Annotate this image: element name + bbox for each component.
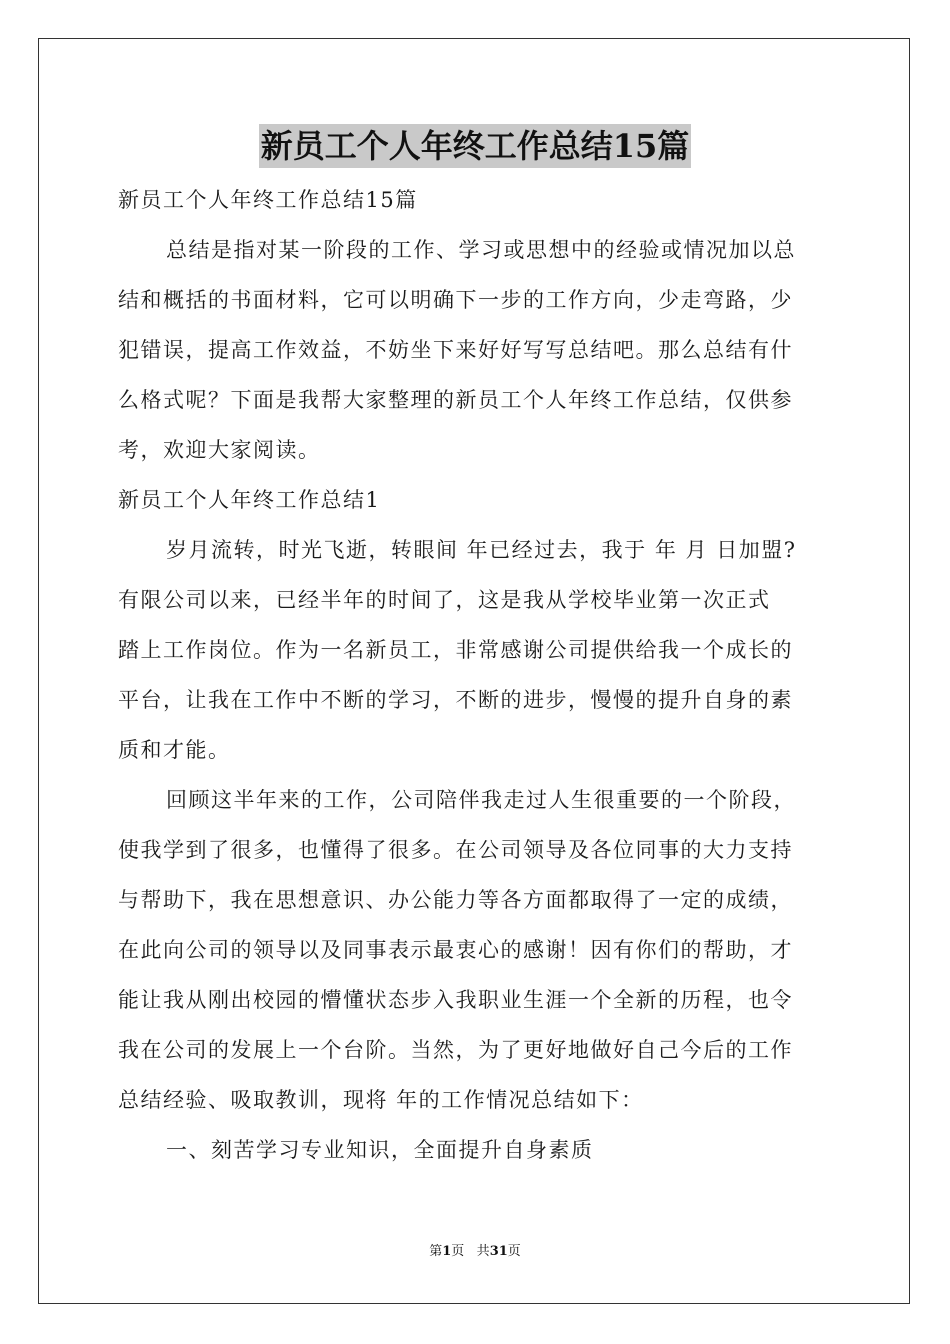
text-line: 新员工个人年终工作总结15篇: [118, 188, 418, 212]
text-line: 踏上工作岗位。作为一名新员工，非常感谢公司提供给我一个成长的: [118, 638, 793, 662]
text-line: 有限公司以来，已经半年的时间了，这是我从学校毕业第一次正式: [118, 588, 771, 612]
text-line: 平台，让我在工作中不断的学习，不断的进步，慢慢的提升自身的素: [118, 688, 793, 712]
text-line: 新员工个人年终工作总结1: [118, 488, 381, 512]
page-prefix: 第: [429, 1244, 443, 1259]
text-line: 总结是指对某一阶段的工作、学习或思想中的经验或情况加以总: [166, 238, 796, 262]
text-line: 一、刻苦学习专业知识，全面提升自身素质: [166, 1138, 594, 1162]
total-prefix: 共: [476, 1244, 490, 1259]
document-title: 新员工个人年终工作总结15篇: [259, 124, 692, 168]
total-pages: 31: [489, 1244, 508, 1259]
text-line: 使我学到了很多，也懂得了很多。在公司领导及各位同事的大力支持: [118, 838, 793, 862]
text-line: 质和才能。: [118, 738, 231, 762]
page-suffix: 页: [451, 1244, 465, 1259]
page-footer: [0, 1240, 950, 1259]
text-line: 与帮助下，我在思想意识、办公能力等各方面都取得了一定的成绩，: [118, 888, 793, 912]
total-suffix: 页: [507, 1244, 521, 1259]
page-number: 1: [442, 1244, 452, 1259]
text-line: 结和概括的书面材料，它可以明确下一步的工作方向，少走弯路，少: [118, 288, 793, 312]
text-line: 回顾这半年来的工作，公司陪伴我走过人生很重要的一个阶段，: [166, 788, 796, 812]
document-body: [118, 175, 838, 1175]
text-line: 考，欢迎大家阅读。: [118, 438, 321, 462]
text-line: 能让我从刚出校园的懵懂状态步入我职业生涯一个全新的历程，也令: [118, 988, 793, 1012]
text-line: 总结经验、吸取教训，现将 年的工作情况总结如下：: [118, 1088, 644, 1112]
text-line: 我在公司的发展上一个台阶。当然，为了更好地做好自己今后的工作: [118, 1038, 793, 1062]
text-line: 么格式呢？下面是我帮大家整理的新员工个人年终工作总结，仅供参: [118, 388, 793, 412]
text-line: 岁月流转，时光飞逝，转眼间 年已经过去，我于 年 月 日加盟?: [166, 538, 797, 562]
text-line: 犯错误，提高工作效益，不妨坐下来好好写写总结吧。那么总结有什: [118, 338, 793, 362]
title-container: [0, 124, 950, 168]
text-line: 在此向公司的领导以及同事表示最衷心的感谢！因有你们的帮助，才: [118, 938, 793, 962]
